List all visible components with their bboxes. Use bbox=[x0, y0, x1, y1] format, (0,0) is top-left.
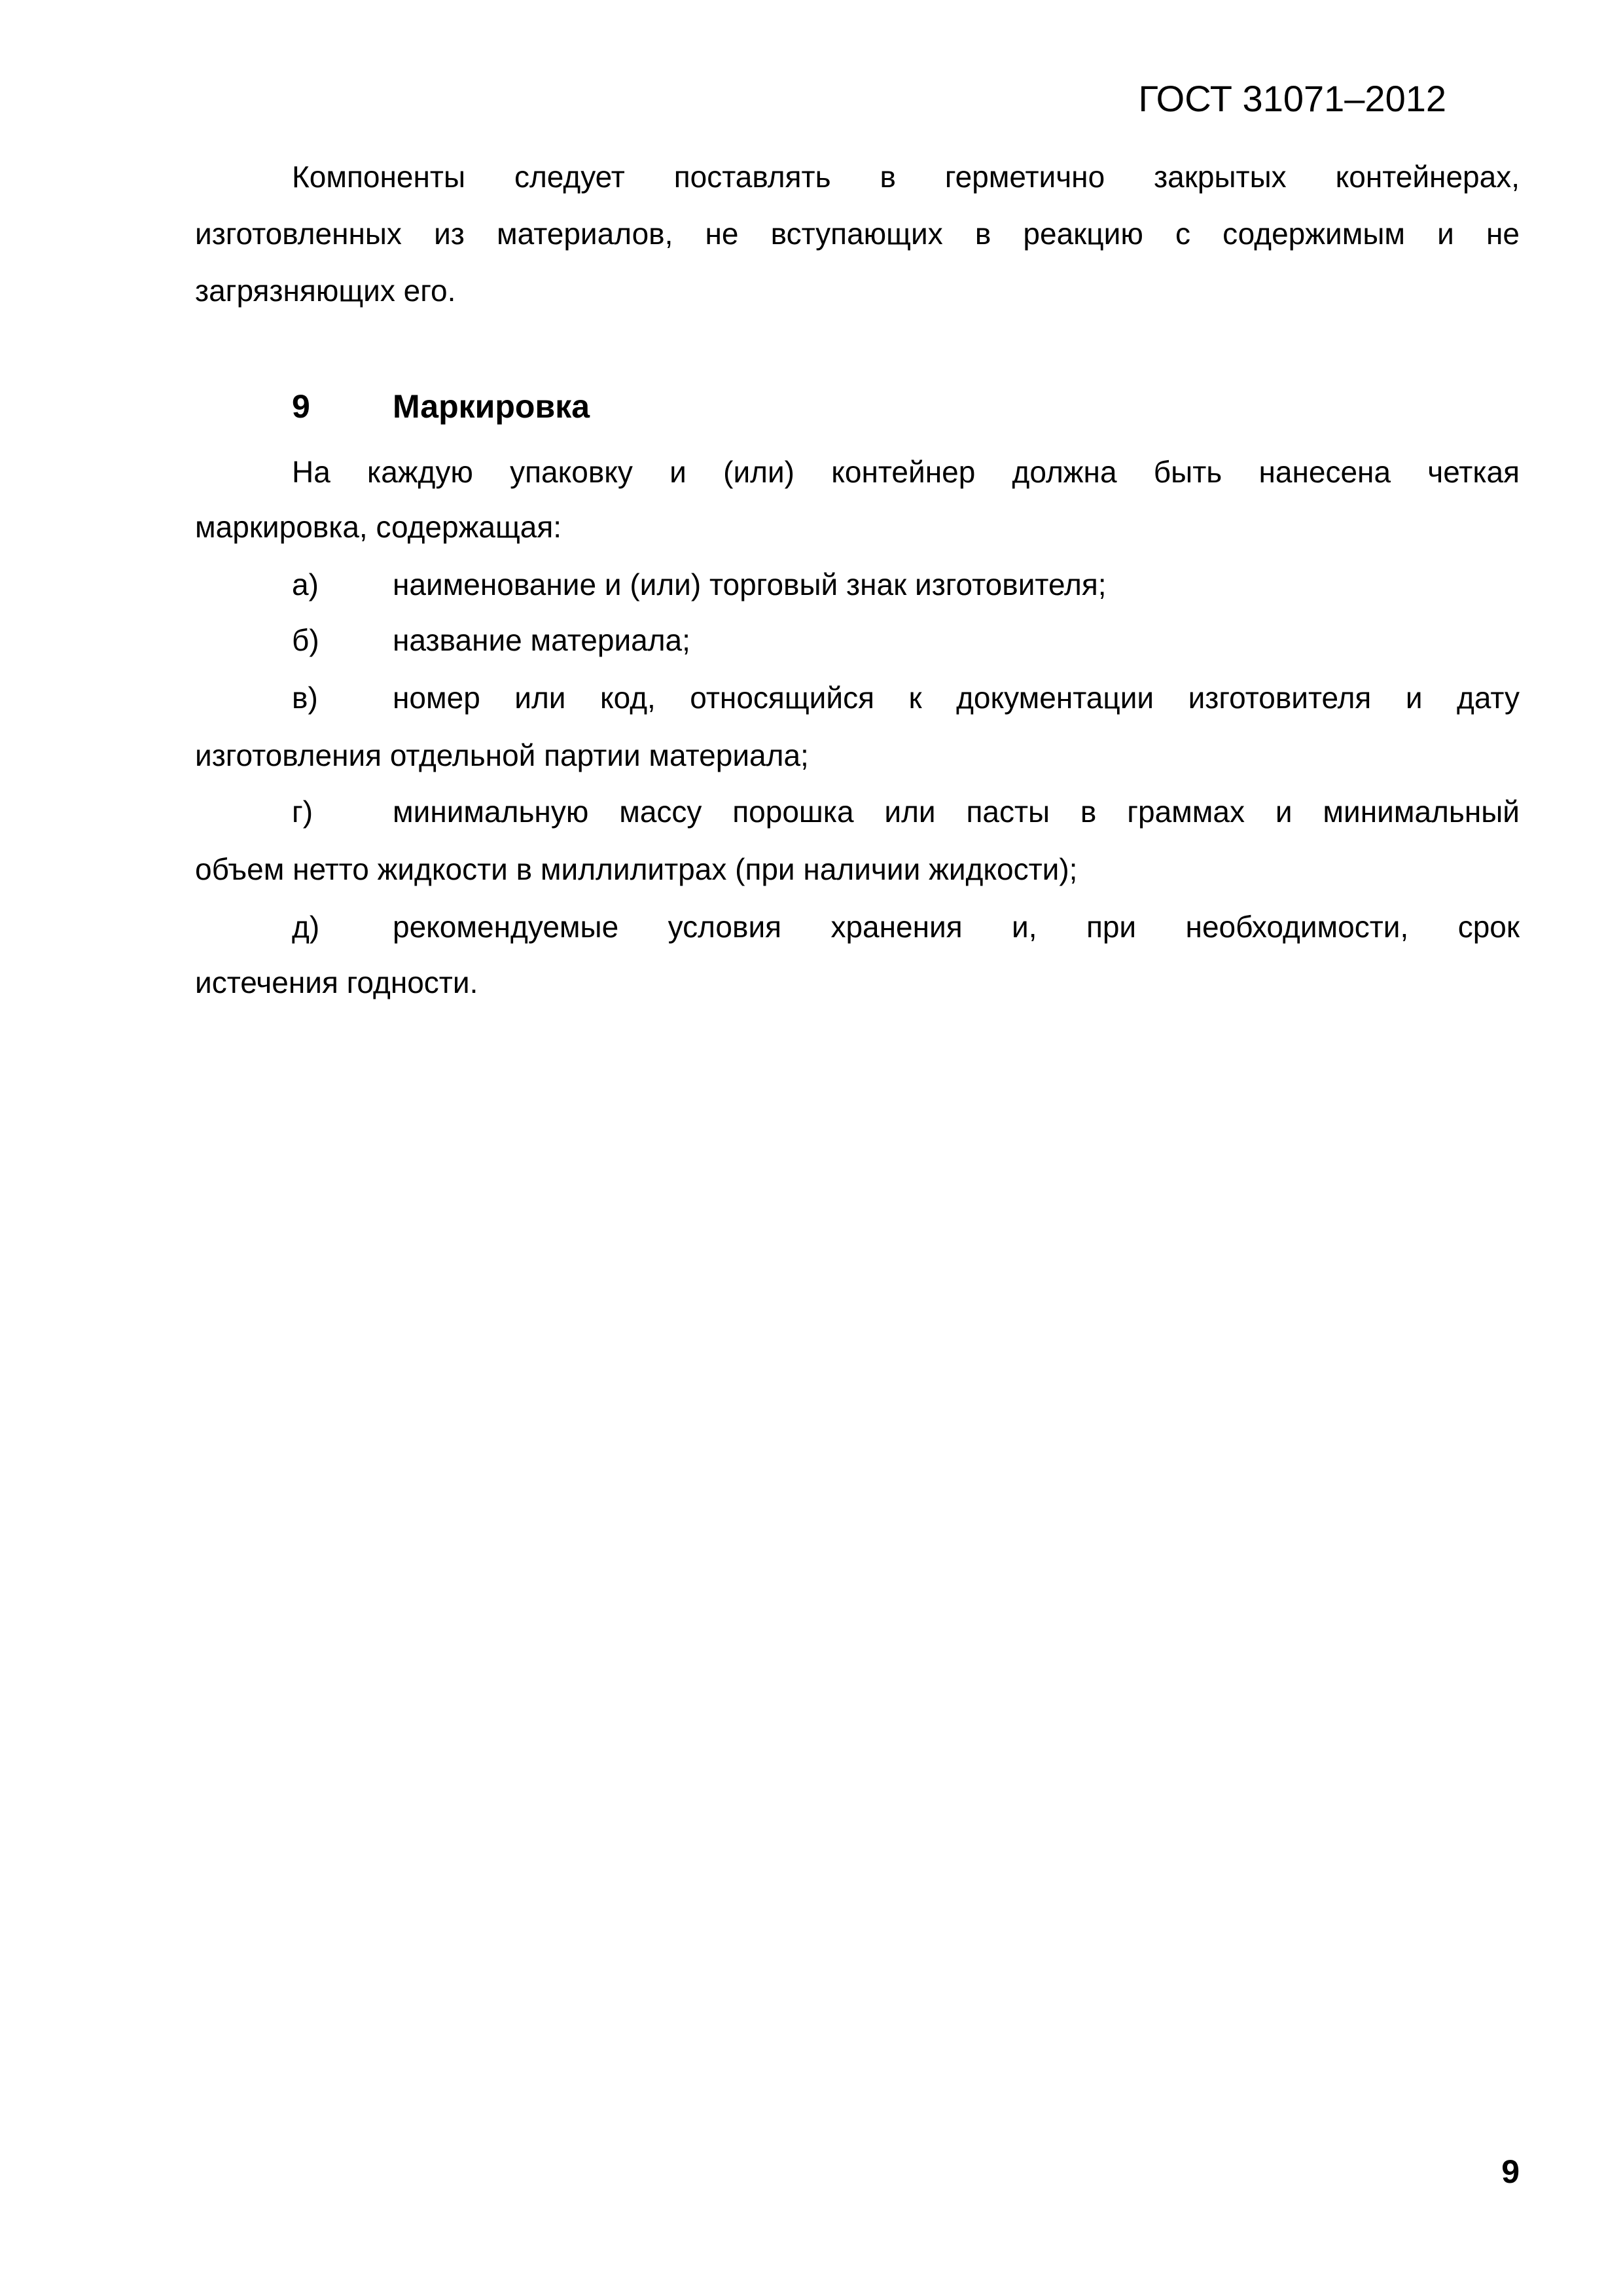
list-item-text: название материала; bbox=[393, 623, 690, 657]
list-item-text: наименование и (или) торговый знак изготовителя; bbox=[393, 567, 1107, 601]
document-code-header: ГОСТ 31071–2012 bbox=[1138, 78, 1446, 119]
page-number: 9 bbox=[1501, 2153, 1520, 2190]
paragraph-line: загрязняющих его. bbox=[195, 274, 456, 308]
list-item-label: а) bbox=[292, 567, 319, 601]
paragraph-line: На каждую упаковку и (или) контейнер должна быть нанесена четкая bbox=[292, 455, 1520, 489]
list-item-text: рекомендуемые условия хранения и, при необходимости, срок bbox=[393, 910, 1520, 944]
paragraph-line: маркировка, содержащая: bbox=[195, 510, 562, 544]
paragraph-line: изготовленных из материалов, не вступающих в реакцию с содержимым и не bbox=[195, 217, 1520, 251]
list-item-label: д) bbox=[292, 910, 320, 944]
paragraph-line: Компоненты следует поставлять в герметично закрытых контейнерах, bbox=[292, 160, 1520, 194]
list-item-text: истечения годности. bbox=[195, 965, 478, 999]
list-item-text: объем нетто жидкости в миллилитрах (при наличии жидкости); bbox=[195, 852, 1078, 886]
list-item-label: в) bbox=[292, 681, 318, 715]
section-number: 9 bbox=[292, 388, 310, 425]
list-item-text: номер или код, относящийся к документации изготовителя и дату bbox=[393, 681, 1520, 715]
list-item-label: г) bbox=[292, 795, 313, 829]
list-item-text: изготовления отдельной партии материала; bbox=[195, 738, 809, 772]
list-item-label: б) bbox=[292, 623, 319, 657]
list-item-text: минимальную массу порошка или пасты в граммах и минимальный bbox=[393, 795, 1520, 829]
section-title: Маркировка bbox=[393, 388, 590, 425]
